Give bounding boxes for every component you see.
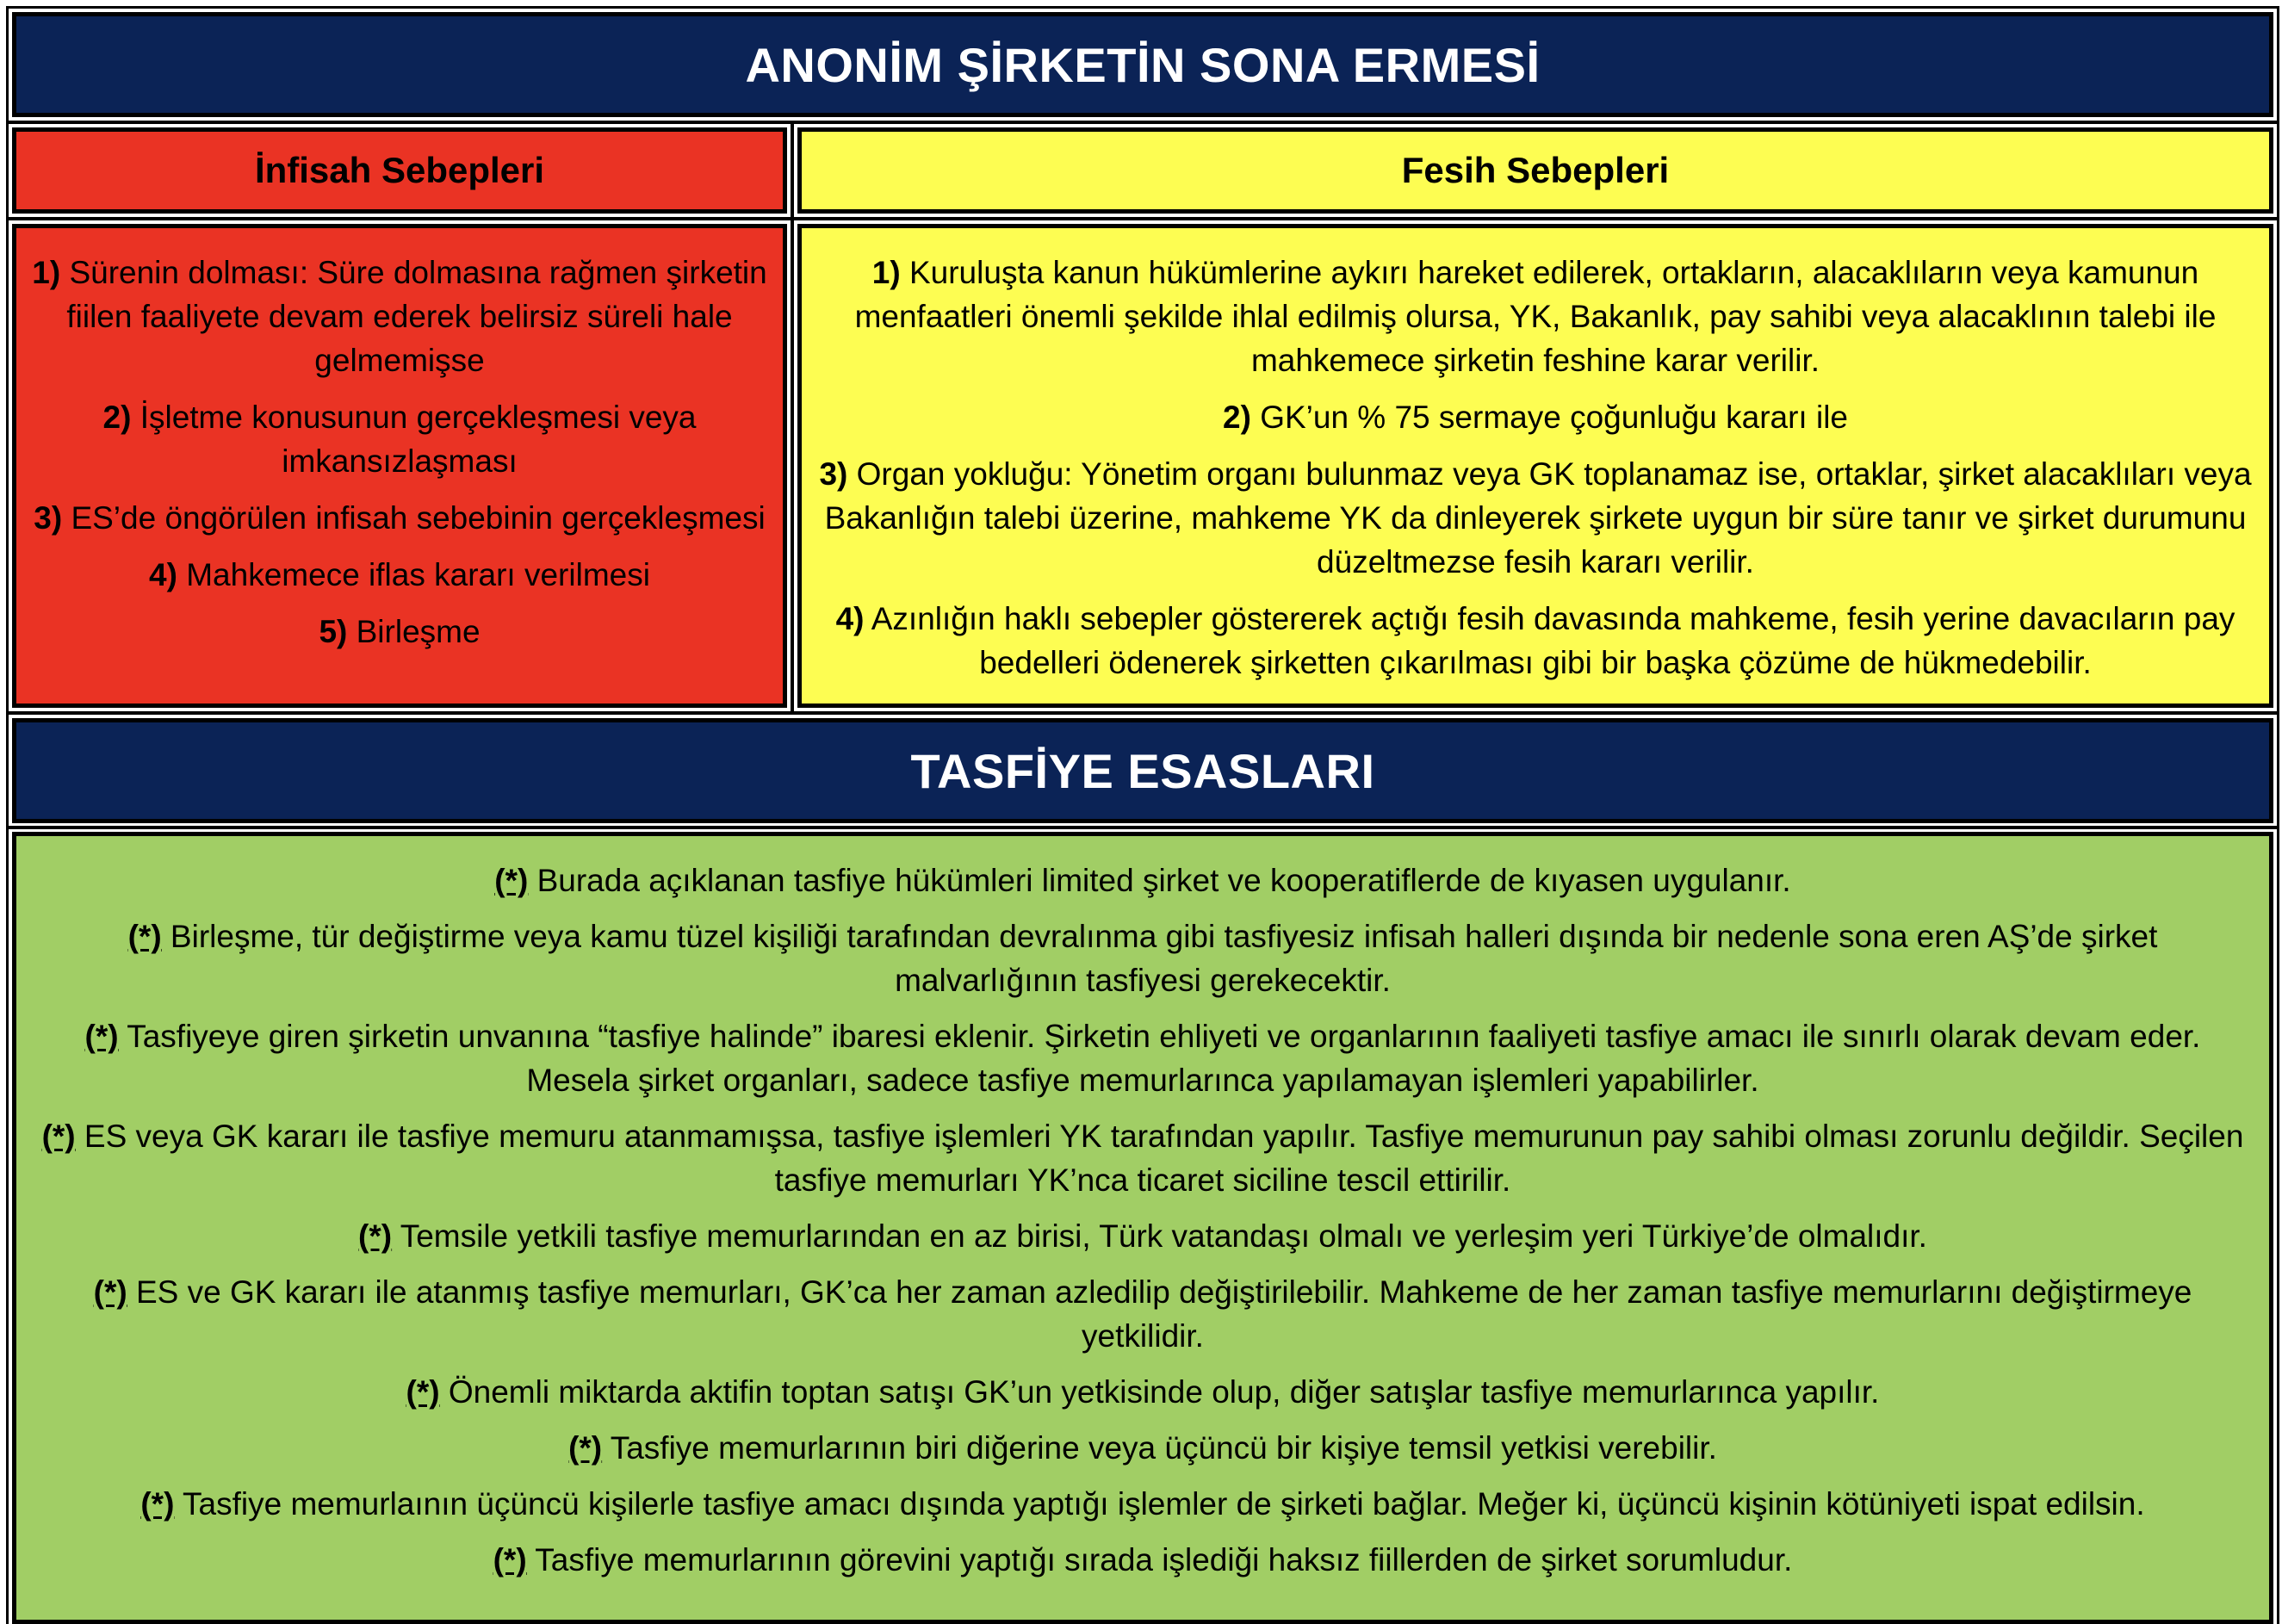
asterisk-marker: (*) [41, 1119, 76, 1154]
infisah-item-4 [32, 553, 767, 597]
page-title-text: ANONİM ŞİRKETİN SONA ERMESİ [745, 37, 1541, 92]
fesih-list-panel [797, 224, 2273, 708]
asterisk-marker: (*) [84, 1019, 119, 1054]
item-text: Tasfiye memurlaının üçüncü kişilerle tasfiye amacı dışında yaptığı işlemler de şirketi bağlar. Meğer ki, üçüncü kişinin kötüniyeti ispat edilsin. [183, 1486, 2145, 1522]
tasfiye-heading-text: TASFİYE ESASLARI [910, 743, 1375, 798]
item-text: Tasfiye memurlarının biri diğerine veya üçüncü bir kişiye temsil yetkisi verebilir. [610, 1430, 1717, 1466]
fesih-heading [797, 127, 2273, 214]
fesih-item-2 [817, 395, 2254, 439]
item-number: 4) [835, 601, 865, 636]
tasfiye-item-6 [37, 1270, 2248, 1358]
fesih-heading-text: Fesih Sebepleri [1401, 150, 1670, 190]
page-title [12, 12, 2273, 117]
asterisk-marker: (*) [127, 919, 162, 954]
asterisk-marker: (*) [568, 1430, 603, 1466]
tasfiye-item-3 [37, 1014, 2248, 1102]
tasfiye-item-5 [37, 1214, 2248, 1258]
infisah-item-5 [32, 610, 767, 654]
infisah-heading [12, 127, 787, 214]
item-number: 3) [819, 456, 848, 492]
fesih-item-4 [817, 597, 2254, 685]
item-number: 1) [871, 255, 901, 290]
tasfiye-heading [12, 718, 2273, 823]
asterisk-marker: (*) [494, 863, 529, 898]
tasfiye-item-7 [37, 1370, 2248, 1414]
item-text: Mahkemece iflas kararı verilmesi [186, 557, 650, 592]
item-text: Birleşme, tür değiştirme veya kamu tüzel kişiliği tarafından devralınma gibi tasfiyesiz infisah halleri dışında bir nedenle sona eren AŞ’de şirket malvarlığının tasfiyesi gerekecektir. [170, 919, 2158, 998]
item-text: Temsile yetkili tasfiye memurlarından en az birisi, Türk vatandaşı olmalı ve yerleşim yeri Türkiye’de olmalıdır. [400, 1218, 1927, 1254]
item-text: Azınlığın haklı sebepler göstererek açtığı fesih davasında mahkeme, fesih yerine davacıların pay bedelleri ödenerek şirketten çıkarılması gibi bir başka çözüme de hükmedebilir. [871, 601, 2235, 680]
item-text: ES veya GK kararı ile tasfiye memuru atanmamışsa, tasfiye işlemleri YK tarafından yapılır. Tasfiye memurunun pay sahibi olması zorunlu değildir. Seçilen tasfiye memurları YK’nca ticaret siciline tescil ettirilir. [84, 1119, 2244, 1198]
item-number: 1) [32, 255, 61, 290]
item-number: 4) [149, 557, 177, 592]
item-text: Önemli miktarda aktifin toptan satışı GK’un yetkisinde olup, diğer satışlar tasfiye memurlarınca yapılır. [448, 1374, 1880, 1410]
item-text: Sürenin dolması: Süre dolmasına rağmen şirketin fiilen faaliyete devam ederek belirsiz süreli hale gelmemişse [66, 255, 767, 378]
tasfiye-item-1 [37, 858, 2248, 902]
infisah-heading-text: İnfisah Sebepleri [254, 150, 545, 190]
item-text: Kuruluşta kanun hükümlerine aykırı hareket edilerek, ortakların, alacaklıların veya kamunun menfaatleri önemli şekilde ihlal edilmiş olursa, YK, Bakanlık, pay sahibi veya alacaklının talebi ile mahkemece şirketin feshine karar verilir. [854, 255, 2217, 378]
fesih-item-3 [817, 452, 2254, 584]
item-text: Tasfiye memurlarının görevini yaptığı sırada işlediği haksız fiillerden de şirket sorumludur. [535, 1542, 1793, 1578]
infisah-list-panel [12, 224, 787, 708]
item-text: Tasfiyeye giren şirketin unvanına “tasfiye halinde” ibaresi eklenir. Şirketin ehliyeti ve organlarının faaliyeti tasfiye amacı ile sınırlı olarak devam eder. Mesela şirket organları, sadece tasfiye memurlarınca yapılamayan işlemleri yapabilirler. [127, 1019, 2201, 1098]
asterisk-marker: (*) [140, 1486, 175, 1522]
item-text: GK’un % 75 sermaye çoğunluğu kararı ile [1260, 400, 1848, 435]
tasfiye-item-2 [37, 914, 2248, 1002]
fesih-item-1 [817, 251, 2254, 382]
item-number: 3) [34, 500, 63, 536]
tasfiye-item-10 [37, 1538, 2248, 1582]
asterisk-marker: (*) [358, 1218, 393, 1254]
item-number: 5) [319, 614, 348, 649]
asterisk-marker: (*) [406, 1374, 440, 1410]
asterisk-marker: (*) [493, 1542, 527, 1578]
item-text: Birleşme [356, 614, 481, 649]
item-text: İşletme konusunun gerçekleşmesi veya imkansızlaşması [140, 400, 697, 479]
tasfiye-item-4 [37, 1114, 2248, 1202]
item-number: 2) [1223, 400, 1251, 435]
item-text: ES ve GK kararı ile atanmış tasfiye memurları, GK’ca her zaman azledilip değiştirilebilir. Mahkeme de her zaman tasfiye memurlarını değiştirmeye yetkilidir. [135, 1274, 2192, 1354]
fesih-list [817, 251, 2254, 685]
asterisk-marker: (*) [93, 1274, 127, 1310]
infisah-item-3 [32, 496, 767, 540]
tasfiye-item-9 [37, 1482, 2248, 1526]
item-number: 2) [102, 400, 132, 435]
item-text: ES’de öngörülen infisah sebebinin gerçekleşmesi [71, 500, 766, 536]
tasfiye-list-panel [12, 832, 2273, 1624]
tasfiye-item-8 [37, 1426, 2248, 1470]
tasfiye-list [37, 858, 2248, 1582]
infisah-item-2 [32, 395, 767, 483]
item-text: Burada açıklanan tasfiye hükümleri limited şirket ve kooperatiflerde de kıyasen uygulanır. [536, 863, 1791, 898]
infisah-list [32, 251, 767, 654]
infisah-item-1 [32, 251, 767, 382]
item-text: Organ yokluğu: Yönetim organı bulunmaz veya GK toplanamaz ise, ortaklar, şirket alacaklıları veya Bakanlığın talebi üzerine, mahkeme YK da dinleyerek şirkete uygun bir süre tanır ve şirket durumunu düzeltmezse fesih kararı verilir. [824, 456, 2252, 580]
